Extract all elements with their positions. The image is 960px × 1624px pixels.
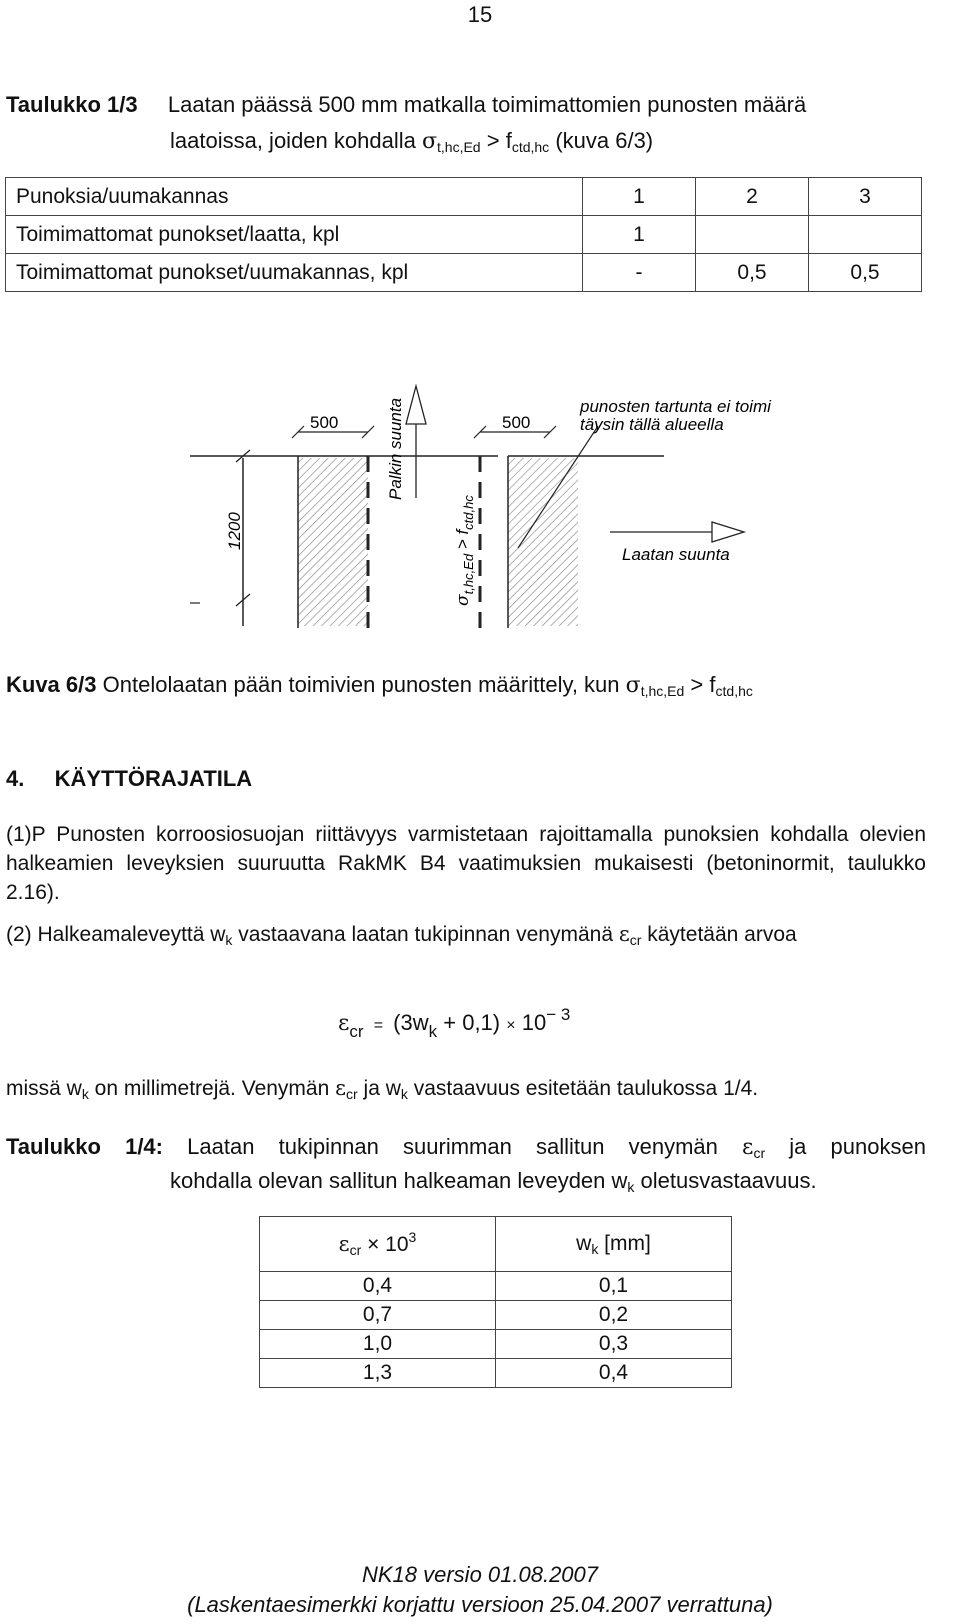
paragraph-1: (1)P Punosten korroosiosuojan riittävyys varmistetaan rajoittamalla punoksien kohdalla olevien halkeamien leveyksien suuruutta RakMK B4 vaatimuksien mukaisesti (betoninormit, taulukko 2.16). <box>6 823 926 904</box>
figure-6-3-diagram <box>0 370 960 650</box>
para2-mid: vastaavana laatan tukipinnan venymänä <box>232 923 619 946</box>
table-cell: 3 <box>809 178 922 216</box>
table-cell: 1,0 <box>260 1330 496 1359</box>
table-cell <box>696 216 809 254</box>
sigma-symbol: σ <box>421 129 437 154</box>
dim-label-1200: 1200 <box>225 512 244 550</box>
table-1-3 <box>5 177 922 292</box>
equation-open: (3w <box>393 1010 429 1035</box>
table-cell: 0,5 <box>809 254 922 292</box>
f-subscript: ctd,hc <box>461 495 476 530</box>
table-cell: 0,5 <box>696 254 809 292</box>
f-symbol: f <box>505 128 512 153</box>
para3-mid1: on millimetrejä. Venymän <box>88 1077 336 1100</box>
sigma-subscript: t,hc,Ed <box>640 683 685 699</box>
table-row <box>6 216 922 254</box>
arrow-head-icon <box>712 522 744 542</box>
table14-line1-post: ja punoksen <box>789 1134 926 1159</box>
table-1-4 <box>259 1216 732 1388</box>
equation-plus: + 0,1) <box>443 1010 501 1035</box>
times-sign: × <box>506 1017 516 1034</box>
palkin-suunta-label: Palkin suunta <box>386 397 405 500</box>
table-header-cell <box>496 1217 732 1272</box>
table-cell: - <box>583 254 696 292</box>
table-cell: Punoksia/uumakannas <box>6 178 583 216</box>
dim-label-500-left: 500 <box>310 413 339 432</box>
table-cell: 0,7 <box>260 1301 496 1330</box>
equation <box>338 1005 571 1041</box>
f-symbol: f <box>709 672 716 697</box>
epsilon-symbol: ε <box>618 922 630 946</box>
table-row <box>260 1272 732 1301</box>
sigma-condition-label <box>453 495 476 606</box>
figure-caption <box>6 668 936 703</box>
sigma-symbol: σ <box>625 673 641 698</box>
table-row <box>260 1330 732 1359</box>
table-header-row <box>260 1217 732 1272</box>
para2-pre: (2) Halkeamaleveyttä w <box>6 923 226 946</box>
exponent: − 3 <box>546 1005 571 1024</box>
figure-caption-text: Ontelolaatan pään toimivien punosten määrittely, kun <box>102 672 620 697</box>
table-cell: 1 <box>583 178 696 216</box>
page-number: 15 <box>467 2 493 27</box>
table13-caption-pre: laatoissa, joiden kohdalla <box>170 128 416 153</box>
epsilon-symbol: ε <box>335 1076 347 1100</box>
table-row <box>6 254 922 292</box>
table13-caption-line1: Laatan päässä 500 mm matkalla toimimattomien punosten määrä <box>167 92 807 117</box>
k-subscript: k <box>591 1241 599 1257</box>
cr-subscript: cr <box>349 1241 362 1258</box>
para3-mid2: ja w <box>357 1077 401 1100</box>
unit-label: [mm] <box>598 1232 651 1255</box>
table-cell: 0,4 <box>260 1272 496 1301</box>
table-cell: 0,2 <box>496 1301 732 1330</box>
gt-f-text: > f <box>453 529 472 554</box>
header-times-ten: × 10 <box>361 1232 409 1256</box>
sigma-subscript: t,hc,Ed <box>437 139 481 155</box>
note-line-2: täysin tällä alueella <box>580 415 724 434</box>
table13-caption-post: (kuva 6/3) <box>555 128 654 153</box>
sigma-symbol: σ <box>453 594 473 606</box>
table-cell: 2 <box>696 178 809 216</box>
gt-symbol: > <box>690 672 704 697</box>
table-cell: 1,3 <box>260 1359 496 1388</box>
footer-line-1: NK18 versio 01.08.2007 <box>361 1562 599 1587</box>
epsilon-symbol: ε <box>742 1135 754 1160</box>
hatched-area-left <box>298 458 368 626</box>
table-cell <box>809 216 922 254</box>
footer <box>0 1560 960 1620</box>
k-subscript: k <box>428 1022 438 1041</box>
section-number: 4. <box>6 766 25 791</box>
k-subscript: k <box>81 1086 89 1102</box>
laatan-suunta-label: Laatan suunta <box>622 545 730 564</box>
w-symbol: w <box>576 1232 592 1255</box>
table14-line2-post: oletusvastaavuus. <box>634 1168 817 1193</box>
section-heading <box>6 766 252 792</box>
dim-label-500-right: 500 <box>502 413 531 432</box>
f-subscript: ctd,hc <box>715 683 753 699</box>
note-line-1: punosten tartunta ei toimi <box>580 397 771 416</box>
gt-symbol: > <box>486 128 500 153</box>
equation-ten: 10 <box>521 1010 547 1035</box>
para3-post: vastaavuus esitetään taulukossa 1/4. <box>407 1077 759 1100</box>
table13-caption-line2 <box>170 124 930 159</box>
table-cell: 1 <box>583 216 696 254</box>
figure-caption-label: Kuva 6/3 <box>6 672 97 697</box>
epsilon-symbol: ε <box>338 1231 350 1256</box>
table-row <box>6 178 922 216</box>
table-row <box>260 1301 732 1330</box>
cr-subscript: cr <box>753 1145 766 1161</box>
k-subscript: k <box>400 1086 408 1102</box>
table14-line2-pre: kohdalla olevan sallitun halkeaman leveyden w <box>170 1168 628 1193</box>
k-subscript: k <box>225 932 233 948</box>
table14-line1-pre: Laatan tukipinnan suurimman sallitun venymän <box>187 1134 718 1159</box>
paragraph-2 <box>6 920 926 949</box>
k-subscript: k <box>627 1179 635 1195</box>
exponent: 3 <box>408 1228 417 1245</box>
table14-caption-line2 <box>170 1164 930 1198</box>
paragraph-3 <box>6 1074 926 1103</box>
epsilon-symbol: ε <box>338 1011 350 1036</box>
hatched-area-right <box>508 458 578 626</box>
footer-line-2: (Laskentaesimerkki korjattu versioon 25.04.2007 verrattuna) <box>187 1592 773 1617</box>
table-cell: Toimimattomat punokset/laatta, kpl <box>6 216 583 254</box>
table-cell: 0,3 <box>496 1330 732 1359</box>
para3-pre: missä w <box>6 1077 82 1100</box>
sigma-subscript: t,hc,Ed <box>461 553 476 595</box>
table-cell: 0,1 <box>496 1272 732 1301</box>
cr-subscript: cr <box>346 1086 358 1102</box>
cr-subscript: cr <box>629 932 642 948</box>
table-cell: Toimimattomat punokset/uumakannas, kpl <box>6 254 583 292</box>
table13-label: Taulukko 1/3 <box>6 92 138 117</box>
table14-label: Taulukko 1/4: <box>6 1134 163 1159</box>
equals-sign: = <box>373 1017 384 1034</box>
table-row <box>260 1359 732 1388</box>
table-cell: 0,4 <box>496 1359 732 1388</box>
section-title: KÄYTTÖRAJATILA <box>54 766 253 791</box>
cr-subscript: cr <box>349 1022 364 1041</box>
f-subscript: ctd,hc <box>511 139 550 155</box>
arrow-head-icon <box>406 386 426 424</box>
table-header-cell <box>260 1217 496 1272</box>
table13-caption <box>6 88 936 122</box>
para2-post: käytetään arvoa <box>641 923 797 946</box>
table14-caption-line1 <box>6 1130 926 1165</box>
